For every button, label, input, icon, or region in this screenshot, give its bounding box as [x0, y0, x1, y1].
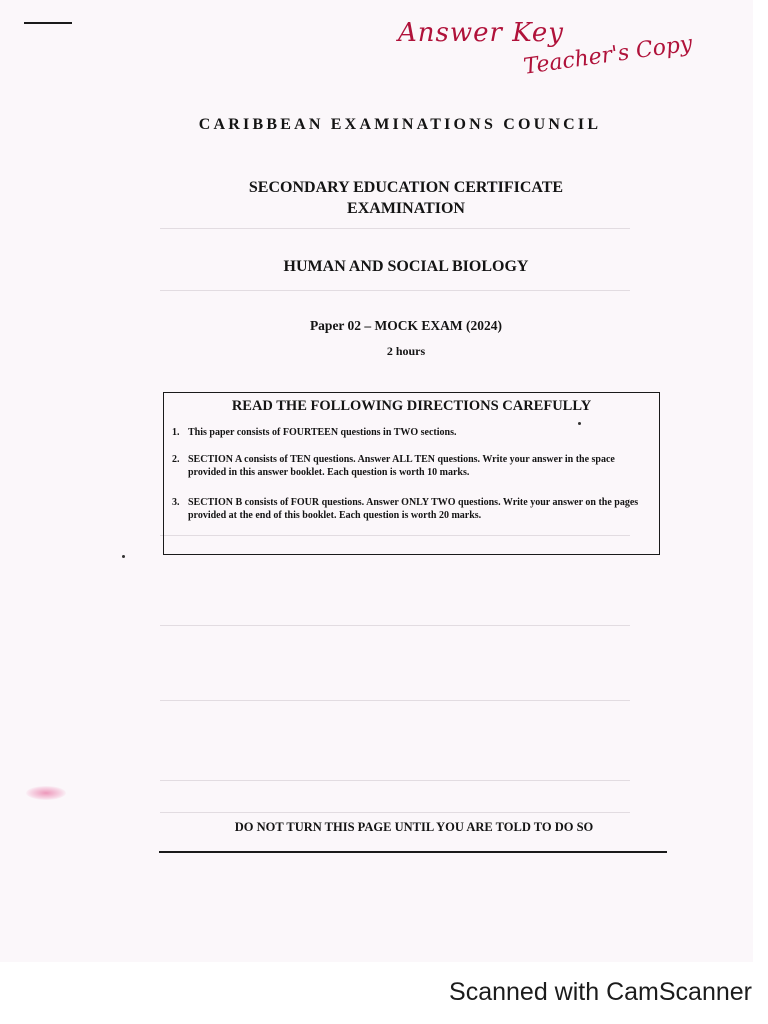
show-through-line [160, 780, 630, 781]
certificate-title-line1: SECONDARY EDUCATION CERTIFICATE [248, 179, 564, 196]
show-through-line [160, 290, 630, 291]
direction-text: SECTION B consists of FOUR questions. Answer ONLY TWO questions. Write your answer on the pages provided at the end of this booklet. Each question is worth 20 marks. [188, 497, 639, 521]
certificate-title-line2: EXAMINATION [347, 200, 465, 217]
handwritten-teachers-copy: Teacher's Copy [522, 31, 694, 80]
direction-text: This paper consists of FOURTEEN questions in TWO sections. [188, 427, 457, 438]
show-through-line [160, 625, 630, 626]
direction-item [172, 496, 652, 522]
handwritten-answer-key: Answer Key [398, 18, 564, 48]
corner-mark [24, 22, 72, 24]
direction-number: 1. [172, 427, 180, 438]
direction-number: 3. [172, 497, 180, 508]
ink-speck [122, 555, 125, 558]
show-through-line [160, 700, 630, 701]
direction-text: SECTION A consists of TEN questions. Answer ALL TEN questions. Write your answer in the space provided in this answer booklet. Each question is worth 10 marks. [188, 454, 615, 478]
direction-item [172, 426, 652, 439]
directions-box [163, 392, 660, 555]
do-not-turn-notice: DO NOT TURN THIS PAGE UNTIL YOU ARE TOLD TO DO SO [234, 820, 594, 834]
direction-number: 2. [172, 454, 180, 465]
direction-item [172, 453, 652, 479]
ink-speck [578, 422, 581, 425]
paper-title: Paper 02 – MOCK EXAM (2024) [309, 318, 503, 333]
show-through-line [160, 812, 630, 813]
show-through-line [160, 228, 630, 229]
council-name: CARIBBEAN EXAMINATIONS COUNCIL [198, 116, 602, 133]
directions-heading: READ THE FOLLOWING DIRECTIONS CAREFULLY [231, 398, 592, 414]
scanner-watermark: Scanned with CamScanner [449, 978, 752, 1006]
exam-duration: 2 hours [386, 344, 426, 358]
footer-rule [159, 851, 667, 853]
subject-title: HUMAN AND SOCIAL BIOLOGY [283, 258, 529, 275]
highlighter-smudge [26, 786, 66, 800]
